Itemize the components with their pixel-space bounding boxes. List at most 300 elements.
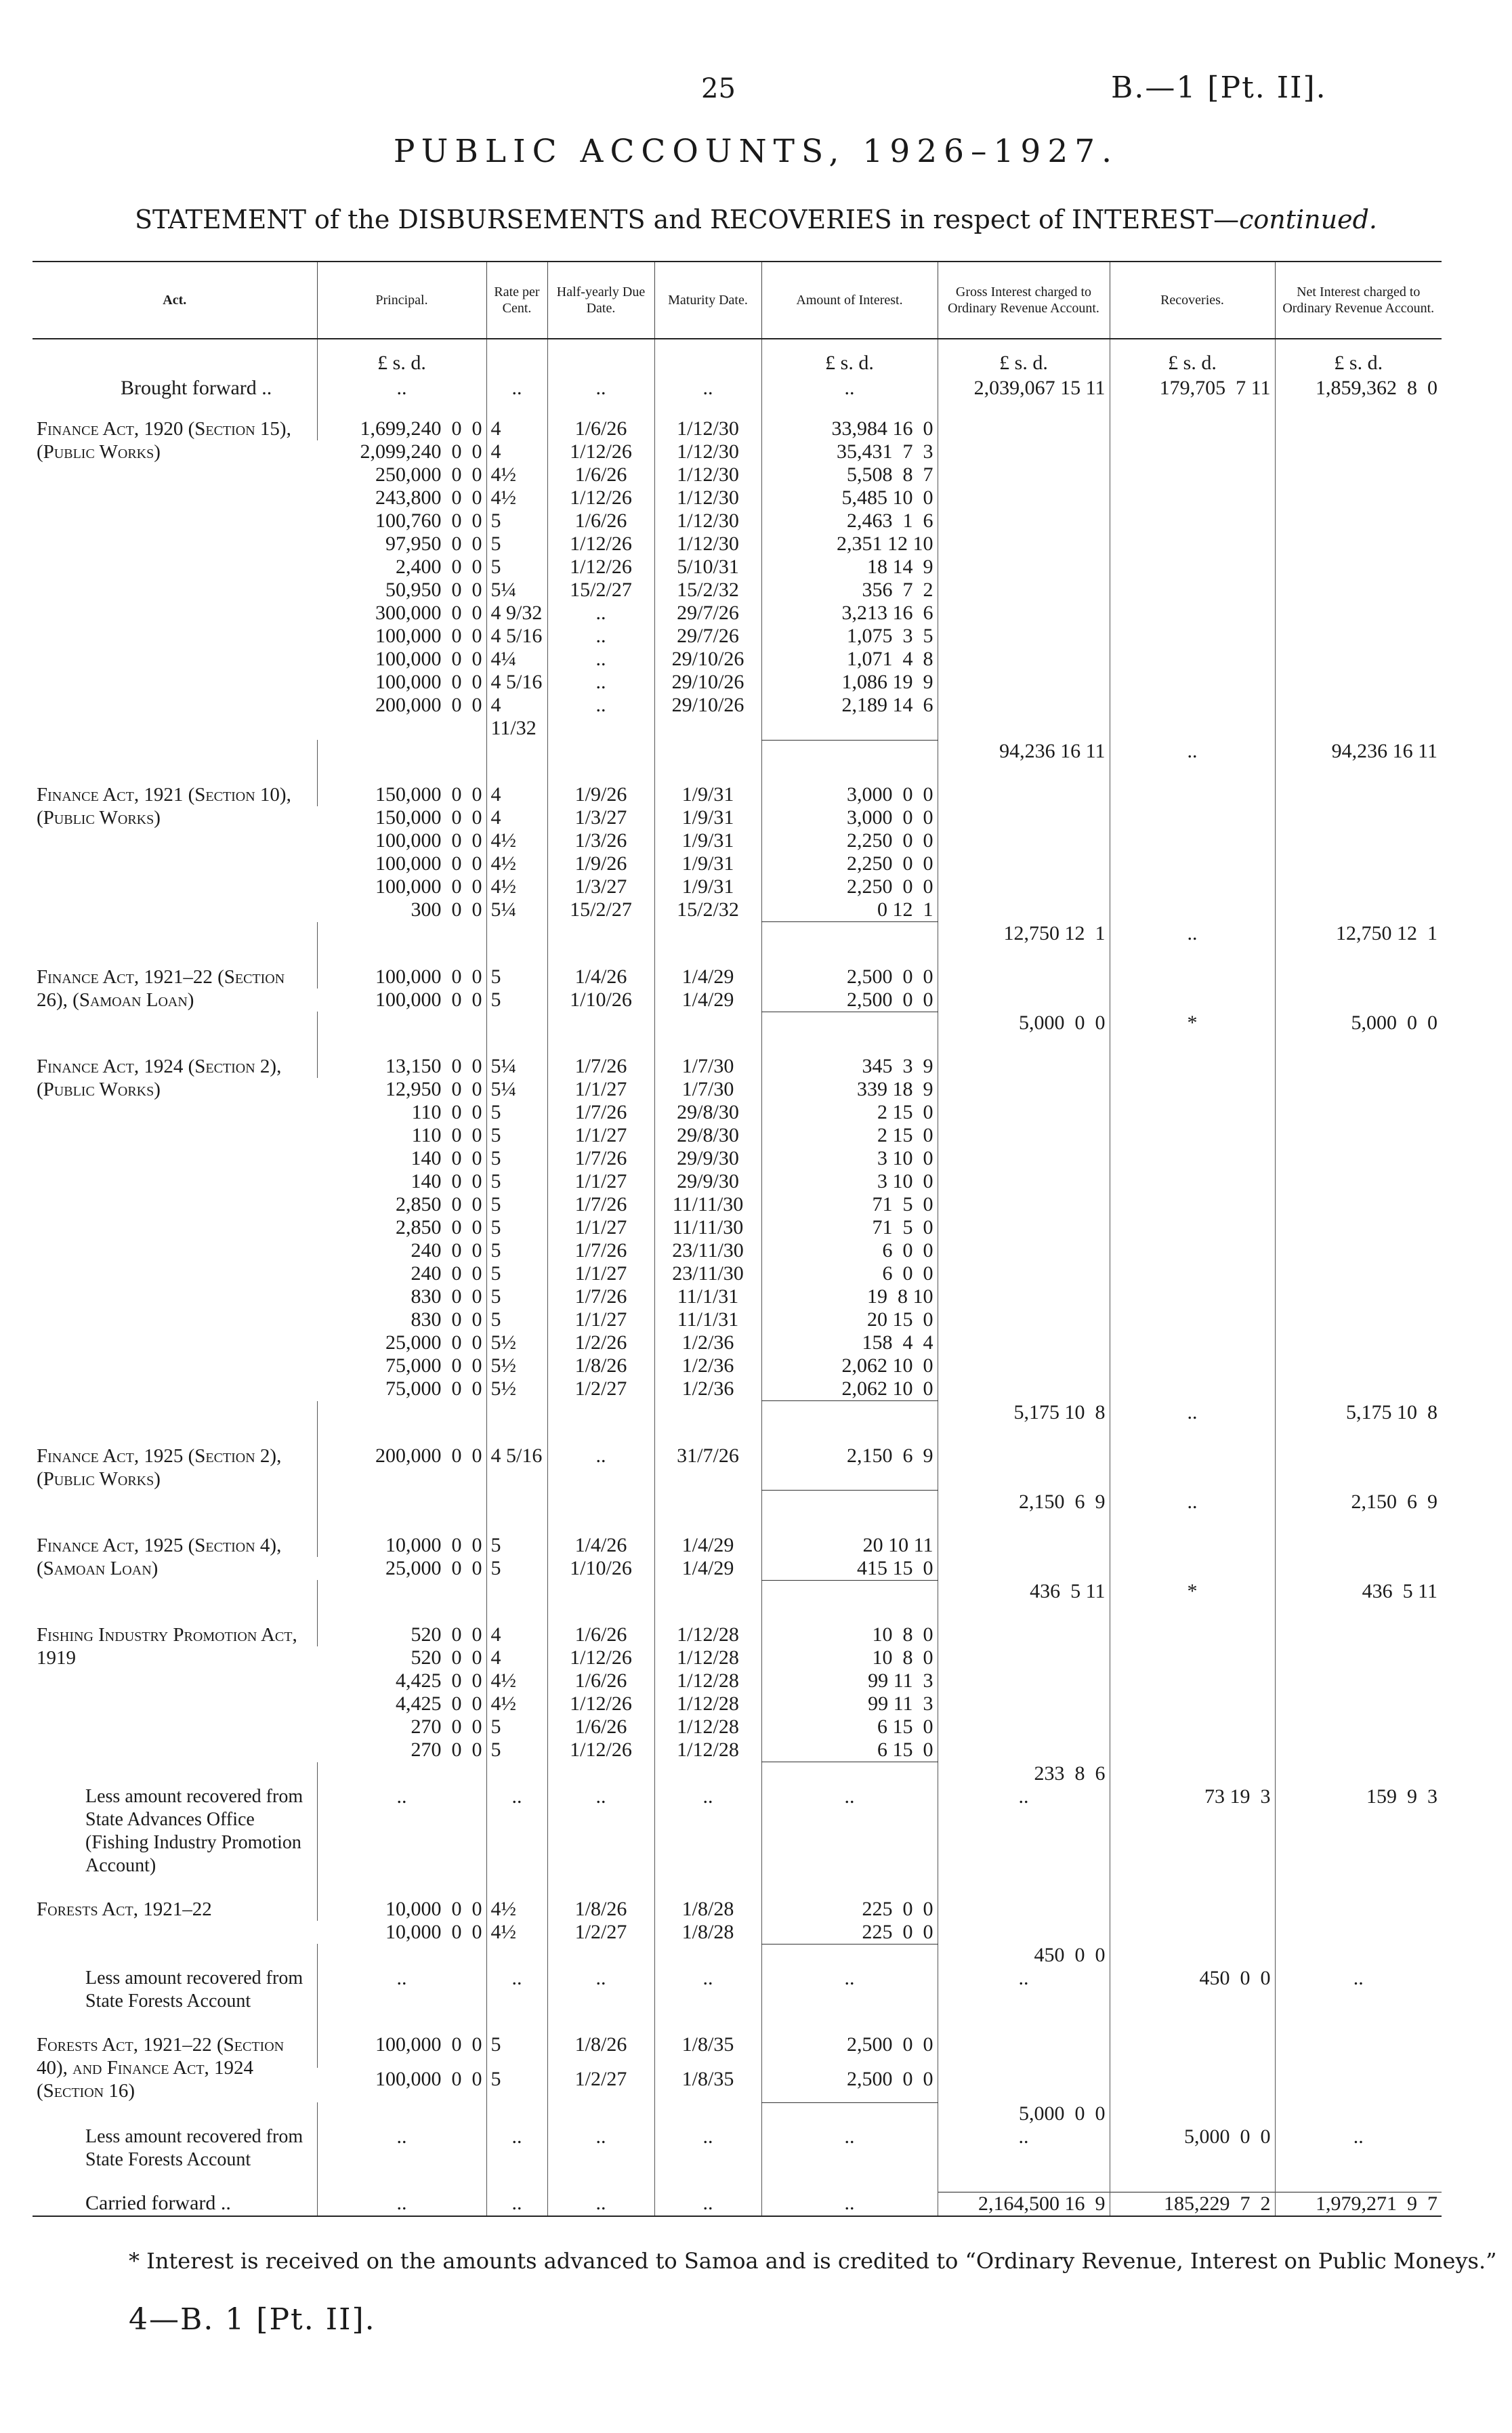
maturity-date-cell: 29/8/30 — [654, 1101, 761, 1124]
rate-cell: 5½ — [486, 1354, 547, 1377]
act-name: Forests Act, 1921–22 (Section 40), and Finance Act, 1924 (Section 16) — [37, 2034, 285, 2102]
due-date-cell: 1/7/26 — [547, 1147, 654, 1170]
less-gross: .. — [938, 1785, 1110, 1877]
maturity-date-cell: 1/12/28 — [654, 1739, 761, 1762]
principal-cell: 200,000 0 0 — [375, 694, 482, 716]
interest-amount-cell: 6 0 0 — [761, 1262, 938, 1285]
due-date-cell: 1/7/26 — [547, 1285, 654, 1308]
carried-forward-recov: 185,229 7 2 — [1110, 2192, 1275, 2216]
brought-forward-net: 1,859,362 8 0 — [1275, 377, 1442, 400]
due-date-cell: 1/7/26 — [547, 1193, 654, 1216]
maturity-date-cell: 1/9/31 — [654, 806, 761, 829]
interest-amount-cell: 20 15 0 — [761, 1308, 938, 1331]
due-date-cell: 1/6/26 — [547, 1715, 654, 1739]
spacer-row — [33, 2171, 1442, 2192]
principal-cell: 520 0 0 — [317, 1623, 486, 1646]
principal-cell: 270 0 0 — [411, 1715, 482, 1738]
principal-cell: 12,950 0 0 — [385, 1078, 482, 1100]
due-date-cell: 1/10/26 — [547, 989, 654, 1012]
due-date-cell: 1/12/26 — [547, 486, 654, 510]
empty-cell: .. — [317, 1785, 486, 1877]
net-amount: .. — [1275, 2125, 1442, 2171]
principal-cell: 100,000 0 0 — [375, 852, 482, 875]
rate-cell: 4½ — [486, 1898, 547, 1921]
principal-cell: 300,000 0 0 — [375, 602, 482, 624]
maturity-date-cell: 1/12/28 — [654, 1692, 761, 1715]
act-name: Forests Act, 1921–22 — [37, 1898, 212, 1920]
empty-cell: .. — [761, 2125, 938, 2171]
empty-cell: .. — [317, 2125, 486, 2171]
interest-amount-cell: 0 12 1 — [761, 898, 938, 922]
principal-cell: 75,000 0 0 — [385, 1377, 482, 1400]
rate-cell: 4 — [486, 783, 547, 806]
interest-amount-cell: 3,000 0 0 — [761, 783, 938, 806]
group-total-row — [33, 1491, 1442, 1514]
principal-cell: 10,000 0 0 — [385, 1920, 482, 1943]
interest-amount-cell: 10 8 0 — [761, 1623, 938, 1646]
rate-cell: 5 — [486, 1147, 547, 1170]
due-date-cell: 1/2/27 — [547, 1921, 654, 1945]
maturity-date-cell: 29/10/26 — [654, 671, 761, 694]
maturity-date-cell: 29/8/30 — [654, 1124, 761, 1147]
group-total-row — [33, 1401, 1442, 1424]
rate-cell: 4 — [486, 806, 547, 829]
principal-cell: 1,699,240 0 0 — [317, 417, 486, 440]
group-gross-total: 5,000 0 0 — [938, 2102, 1110, 2125]
interest-amount-cell: 3 10 0 — [761, 1147, 938, 1170]
due-date-cell: 1/1/27 — [547, 1124, 654, 1147]
due-date-cell: .. — [547, 1444, 654, 1491]
currency-label: £ s. d. — [317, 339, 486, 377]
rate-cell: 5 — [486, 965, 547, 989]
interest-amount-cell: 99 11 3 — [761, 1669, 938, 1692]
due-date-cell: 1/2/26 — [547, 1331, 654, 1354]
interest-amount-cell: 71 5 0 — [761, 1193, 938, 1216]
maturity-date-cell: 1/9/31 — [654, 875, 761, 898]
maturity-date-cell: 1/4/29 — [654, 1557, 761, 1581]
rate-cell: 4 5/16 — [486, 625, 547, 648]
maturity-date-cell: 1/9/31 — [654, 829, 761, 852]
rate-cell: 4 — [486, 417, 547, 440]
due-date-cell: 1/6/26 — [547, 1669, 654, 1692]
interest-amount-cell: 2,189 14 6 — [761, 694, 938, 740]
principal-cell: 200,000 0 0 — [317, 1444, 486, 1491]
principal-cell: 100,000 0 0 — [375, 671, 482, 693]
principal-cell: 2,850 0 0 — [396, 1193, 482, 1215]
maturity-date-cell: 1/4/29 — [654, 989, 761, 1012]
empty-cell: .. — [761, 1967, 938, 2013]
due-date-cell: 1/2/27 — [547, 1377, 654, 1401]
currency-label: £ s. d. — [938, 339, 1110, 377]
maturity-date-cell: 1/8/35 — [654, 2033, 761, 2068]
maturity-date-cell: 1/4/29 — [654, 965, 761, 989]
net-amount: 94,236 16 11 — [1275, 740, 1442, 763]
rate-cell: 4½ — [486, 829, 547, 852]
principal-cell: 10,000 0 0 — [317, 1534, 486, 1557]
group-gross-total: 436 5 11 — [938, 1580, 1110, 1603]
act-name: Finance Act, 1925 (Section 4), (Samoan Loan) — [37, 1534, 282, 1579]
group-gross-total: 5,000 0 0 — [938, 1012, 1110, 1035]
maturity-date-cell: 15/2/32 — [654, 898, 761, 922]
interest-amount-cell: 2 15 0 — [761, 1124, 938, 1147]
interest-amount-cell: 10 8 0 — [761, 1646, 938, 1669]
rate-cell: 5 — [486, 1534, 547, 1557]
due-date-cell: 1/8/26 — [547, 1354, 654, 1377]
recoveries-amount: 73 19 3 — [1110, 1785, 1275, 1877]
due-date-cell: 1/12/26 — [547, 533, 654, 556]
maturity-date-cell: 5/10/31 — [654, 556, 761, 579]
principal-cell: 100,760 0 0 — [375, 510, 482, 532]
principal-cell: 110 0 0 — [411, 1124, 482, 1146]
interest-amount-cell: 339 18 9 — [761, 1078, 938, 1101]
maturity-date-cell: 1/8/28 — [654, 1921, 761, 1945]
act-name: Finance Act, 1925 (Section 2), (Public Works) — [37, 1444, 282, 1490]
brought-forward-recoveries: 179,705 7 11 — [1110, 377, 1275, 400]
currency-label: £ s. d. — [1110, 339, 1275, 377]
page-title: PUBLIC ACCOUNTS, 1926–1927. — [393, 133, 1119, 170]
brought-forward-row: Brought forward .. .. .. .. .. .. 2,039,067 15 11 179,705 7 11 1,859,362 8 0 — [33, 377, 1442, 400]
rate-cell: 5½ — [486, 1331, 547, 1354]
net-amount: 159 9 3 — [1275, 1785, 1442, 1877]
interest-amount-cell: 356 7 2 — [761, 579, 938, 602]
act-name: Finance Act, 1924 (Section 2), (Public Works) — [37, 1056, 282, 1100]
interest-table — [33, 261, 1442, 2217]
rate-cell: 4 — [486, 440, 547, 463]
principal-cell: 4,425 0 0 — [396, 1669, 482, 1692]
maturity-date-cell: 1/12/28 — [654, 1623, 761, 1646]
maturity-date-cell: 23/11/30 — [654, 1239, 761, 1262]
header-interest: Amount of Interest. — [761, 262, 938, 339]
due-date-cell: 1/3/26 — [547, 829, 654, 852]
rate-cell: 4 9/32 — [486, 602, 547, 625]
interest-amount-cell: 225 0 0 — [761, 1898, 938, 1921]
due-date-cell: 1/1/27 — [547, 1262, 654, 1285]
less-recovered-row — [33, 1967, 1442, 2013]
less-recovered-row — [33, 1785, 1442, 1877]
empty-cell: .. — [654, 2192, 761, 2216]
rate-cell: 5¼ — [486, 1055, 547, 1078]
due-date-cell: 1/9/26 — [547, 783, 654, 806]
due-date-cell: .. — [547, 625, 654, 648]
interest-amount-cell: 33,984 16 0 — [761, 417, 938, 440]
header-net: Net Interest charged to Ordinary Revenue Account. — [1275, 262, 1442, 339]
due-date-cell: 1/3/27 — [547, 806, 654, 829]
principal-cell: 140 0 0 — [411, 1170, 482, 1192]
rate-cell: 4 5/16 — [486, 671, 547, 694]
principal-cell: 97,950 0 0 — [385, 533, 482, 555]
rate-cell: 5 — [486, 1285, 547, 1308]
principal-cell: 150,000 0 0 — [317, 783, 486, 806]
table-row — [33, 417, 1442, 440]
act-name: Finance Act, 1921 (Section 10), (Public Works) — [37, 784, 291, 829]
due-date-cell: 1/12/26 — [547, 1646, 654, 1669]
maturity-date-cell: 1/7/30 — [654, 1055, 761, 1078]
spacer-row — [33, 1877, 1442, 1898]
net-amount: 2,150 6 9 — [1275, 1491, 1442, 1514]
empty-cell: .. — [547, 2125, 654, 2171]
interest-amount-cell: 6 15 0 — [761, 1715, 938, 1739]
recoveries-amount: .. — [1110, 922, 1275, 945]
principal-cell: 250,000 0 0 — [375, 463, 482, 486]
group-gross-total: 450 0 0 — [938, 1944, 1110, 1967]
group-gross-total: 12,750 12 1 — [938, 922, 1110, 945]
empty-cell: .. — [486, 1785, 547, 1877]
empty-cell: .. — [317, 1967, 486, 2013]
interest-amount-cell: 2,250 0 0 — [761, 852, 938, 875]
empty-cell: .. — [547, 1785, 654, 1877]
rate-cell: 5¼ — [486, 579, 547, 602]
principal-cell: 150,000 0 0 — [375, 806, 482, 829]
due-date-cell: 15/2/27 — [547, 898, 654, 922]
maturity-date-cell: 1/12/30 — [654, 533, 761, 556]
net-amount: 436 5 11 — [1275, 1580, 1442, 1603]
empty-cell: .. — [547, 2192, 654, 2216]
principal-cell: 100,000 0 0 — [375, 875, 482, 898]
maturity-date-cell: 11/11/30 — [654, 1193, 761, 1216]
rate-cell: 5½ — [486, 1377, 547, 1401]
principal-cell: 830 0 0 — [411, 1285, 482, 1308]
maturity-date-cell: 29/7/26 — [654, 602, 761, 625]
due-date-cell: 1/10/26 — [547, 1557, 654, 1581]
maturity-date-cell: 11/11/30 — [654, 1216, 761, 1239]
act-name: Fishing Industry Promotion Act, 1919 — [37, 1624, 297, 1669]
header-recoveries: Recoveries. — [1110, 262, 1275, 339]
due-date-cell: 1/2/27 — [547, 2068, 654, 2102]
page-number: 25 — [701, 73, 736, 104]
footer-reference: 4—B. 1 [Pt. II]. — [129, 2302, 376, 2337]
principal-cell: 13,150 0 0 — [317, 1055, 486, 1078]
spacer-row — [33, 1035, 1442, 1055]
maturity-date-cell: 1/2/36 — [654, 1377, 761, 1401]
principal-cell: 100,000 0 0 — [317, 2033, 486, 2068]
rate-cell: 5 — [486, 510, 547, 533]
due-date-cell: 15/2/27 — [547, 579, 654, 602]
spacer-row — [33, 2013, 1442, 2033]
interest-amount-cell: 158 4 4 — [761, 1331, 938, 1354]
brought-forward-label: Brought forward .. — [121, 377, 272, 399]
empty-cell: .. — [654, 1785, 761, 1877]
due-date-cell: 1/7/26 — [547, 1101, 654, 1124]
interest-amount-cell: 415 15 0 — [761, 1557, 938, 1581]
less-recovered-row — [33, 2125, 1442, 2171]
maturity-date-cell: 29/7/26 — [654, 625, 761, 648]
rate-cell: 5 — [486, 1216, 547, 1239]
rate-cell: 4½ — [486, 852, 547, 875]
table-row — [33, 1444, 1442, 1491]
principal-cell: 100,000 0 0 — [375, 625, 482, 647]
carried-forward-label: Carried forward .. — [33, 2192, 317, 2216]
interest-amount-cell: 1,071 4 8 — [761, 648, 938, 671]
principal-cell: 100,000 0 0 — [375, 648, 482, 670]
rate-cell: 4½ — [486, 1692, 547, 1715]
recoveries-amount: .. — [1110, 1401, 1275, 1424]
maturity-date-cell: 1/9/31 — [654, 852, 761, 875]
principal-cell: 75,000 0 0 — [385, 1354, 482, 1377]
principal-cell: 4,425 0 0 — [396, 1692, 482, 1715]
rate-cell: 5 — [486, 1262, 547, 1285]
maturity-date-cell: 31/7/26 — [654, 1444, 761, 1491]
interest-amount-cell: 2,500 0 0 — [761, 965, 938, 989]
due-date-cell: 1/6/26 — [547, 510, 654, 533]
maturity-date-cell: 1/2/36 — [654, 1354, 761, 1377]
currency-label: £ s. d. — [1275, 339, 1442, 377]
principal-cell: 110 0 0 — [411, 1101, 482, 1123]
carried-forward-row — [33, 2192, 1442, 2216]
rate-cell: 5 — [486, 1101, 547, 1124]
interest-amount-cell: 3,213 16 6 — [761, 602, 938, 625]
header-act: Act. — [33, 262, 317, 339]
maturity-date-cell: 1/12/30 — [654, 486, 761, 510]
group-gross-total: 2,150 6 9 — [938, 1491, 1110, 1514]
table-row — [33, 2033, 1442, 2068]
less-recovered-label: Less amount recovered from State Forests Account — [85, 2126, 303, 2170]
interest-amount-cell: 2,500 0 0 — [761, 2068, 938, 2102]
principal-cell: 300 0 0 — [411, 898, 482, 921]
empty-cell: .. — [486, 1967, 547, 2013]
recoveries-amount: * — [1110, 1012, 1275, 1035]
due-date-cell: 1/1/27 — [547, 1170, 654, 1193]
rate-cell: 4½ — [486, 875, 547, 898]
carried-forward-gross: 2,164,500 16 9 — [938, 2192, 1110, 2216]
less-recovered-label: Less amount recovered from State Advances Office (Fishing Industry Promotion Account) — [85, 1785, 303, 1876]
rate-cell: 5¼ — [486, 898, 547, 922]
group-total-row — [33, 922, 1442, 945]
maturity-date-cell: 1/12/30 — [654, 463, 761, 486]
empty-cell: .. — [486, 2125, 547, 2171]
rate-cell: 5 — [486, 1308, 547, 1331]
principal-cell: 243,800 0 0 — [375, 486, 482, 509]
group-total-row — [33, 740, 1442, 763]
interest-amount-cell: 19 8 10 — [761, 1285, 938, 1308]
rate-cell: 4 — [486, 1646, 547, 1669]
maturity-date-cell: 1/2/36 — [654, 1331, 761, 1354]
principal-cell: 2,099,240 0 0 — [360, 440, 482, 463]
document-reference: B.—1 [Pt. II]. — [1111, 70, 1327, 105]
header-principal: Principal. — [317, 262, 486, 339]
recoveries-amount: 5,000 0 0 — [1110, 2125, 1275, 2171]
interest-amount-cell: 6 15 0 — [761, 1739, 938, 1762]
rate-cell: 4 5/16 — [486, 1444, 547, 1491]
spacer-row — [33, 945, 1442, 965]
maturity-date-cell: 1/8/35 — [654, 2068, 761, 2102]
interest-amount-cell: 71 5 0 — [761, 1216, 938, 1239]
footnote: * Interest is received on the amounts advanced to Samoa and is credited to “Ordinary Revenue, Interest on Public Moneys.” — [129, 2248, 1497, 2274]
interest-amount-cell: 2,150 6 9 — [761, 1444, 938, 1491]
group-gross-total: 94,236 16 11 — [938, 740, 1110, 763]
maturity-date-cell: 1/12/30 — [654, 440, 761, 463]
interest-amount-cell: 345 3 9 — [761, 1055, 938, 1078]
principal-cell: 100,000 0 0 — [375, 2067, 482, 2090]
header-rate: Rate per Cent. — [486, 262, 547, 339]
recoveries-amount: 450 0 0 — [1110, 1967, 1275, 2013]
interest-amount-cell: 2,062 10 0 — [761, 1377, 938, 1401]
maturity-date-cell: 11/1/31 — [654, 1285, 761, 1308]
due-date-cell: 1/7/26 — [547, 1239, 654, 1262]
rate-cell: 4½ — [486, 1921, 547, 1945]
rate-cell: 4½ — [486, 1669, 547, 1692]
due-date-cell: 1/6/26 — [547, 1623, 654, 1646]
due-date-cell: .. — [547, 694, 654, 740]
rate-cell: 4¼ — [486, 648, 547, 671]
spacer-row — [33, 400, 1442, 417]
group-total-row — [33, 1944, 1442, 1967]
group-gross-total: 5,175 10 8 — [938, 1401, 1110, 1424]
interest-amount-cell: 35,431 7 3 — [761, 440, 938, 463]
table-row — [33, 783, 1442, 806]
header-due-date: Half-yearly Due Date. — [547, 262, 654, 339]
due-date-cell: 1/8/26 — [547, 2033, 654, 2068]
rate-cell: 5 — [486, 1239, 547, 1262]
net-amount: 5,000 0 0 — [1275, 1012, 1442, 1035]
brought-forward-gross: 2,039,067 15 11 — [938, 377, 1110, 400]
recoveries-amount: .. — [1110, 1491, 1275, 1514]
empty-cell: .. — [317, 2192, 486, 2216]
empty-cell: .. — [761, 2192, 938, 2216]
due-date-cell: 1/7/26 — [547, 1055, 654, 1078]
principal-cell: 100,000 0 0 — [317, 965, 486, 989]
interest-amount-cell: 2,351 12 10 — [761, 533, 938, 556]
statement-subtitle — [0, 205, 1512, 234]
principal-cell: 50,950 0 0 — [385, 579, 482, 601]
maturity-date-cell: 1/4/29 — [654, 1534, 761, 1557]
maturity-date-cell: 23/11/30 — [654, 1262, 761, 1285]
due-date-cell: 1/8/26 — [547, 1898, 654, 1921]
maturity-date-cell: 11/1/31 — [654, 1308, 761, 1331]
table-row — [33, 1623, 1442, 1646]
maturity-date-cell: 1/7/30 — [654, 1078, 761, 1101]
less-gross: .. — [938, 2125, 1110, 2171]
maturity-date-cell: 1/12/30 — [654, 510, 761, 533]
group-gross-total: 233 8 6 — [938, 1762, 1110, 1785]
spacer-row — [33, 1603, 1442, 1623]
table-row — [33, 1055, 1442, 1078]
due-date-cell: 1/12/26 — [547, 1739, 654, 1762]
net-amount: 12,750 12 1 — [1275, 922, 1442, 945]
interest-amount-cell: 6 0 0 — [761, 1239, 938, 1262]
principal-cell: 2,400 0 0 — [396, 556, 482, 578]
maturity-date-cell: 15/2/32 — [654, 579, 761, 602]
rate-cell: 5 — [486, 1715, 547, 1739]
interest-amount-cell: 3 10 0 — [761, 1170, 938, 1193]
interest-amount-cell: 1,075 3 5 — [761, 625, 938, 648]
due-date-cell: 1/6/26 — [547, 417, 654, 440]
header-row — [33, 262, 1442, 339]
net-amount: 5,175 10 8 — [1275, 1401, 1442, 1424]
maturity-date-cell: 1/8/28 — [654, 1898, 761, 1921]
principal-cell: 100,000 0 0 — [375, 829, 482, 852]
header-gross: Gross Interest charged to Ordinary Revenue Account. — [938, 262, 1110, 339]
rate-cell: 4 — [486, 1623, 547, 1646]
interest-amount-cell: 2,463 1 6 — [761, 510, 938, 533]
spacer-row — [33, 763, 1442, 783]
act-name: Finance Act, 1920 (Section 15), (Public Works) — [37, 418, 291, 463]
interest-amount-cell: 2,250 0 0 — [761, 829, 938, 852]
maturity-date-cell: 1/12/28 — [654, 1646, 761, 1669]
rate-cell: 5 — [486, 1739, 547, 1762]
principal-cell: 10,000 0 0 — [317, 1898, 486, 1921]
rate-cell: 5 — [486, 1557, 547, 1581]
group-total-row — [33, 2102, 1442, 2125]
act-name: Finance Act, 1921–22 (Section 26), (Samoan Loan) — [37, 965, 285, 1011]
principal-cell: 25,000 0 0 — [385, 1556, 482, 1579]
interest-amount-cell: 5,485 10 0 — [761, 486, 938, 510]
maturity-date-cell: 29/10/26 — [654, 694, 761, 740]
table-row — [33, 965, 1442, 989]
principal-cell: 140 0 0 — [411, 1147, 482, 1169]
spacer-row — [33, 1514, 1442, 1534]
interest-amount-cell: 2,500 0 0 — [761, 2033, 938, 2068]
maturity-date-cell: 29/9/30 — [654, 1170, 761, 1193]
